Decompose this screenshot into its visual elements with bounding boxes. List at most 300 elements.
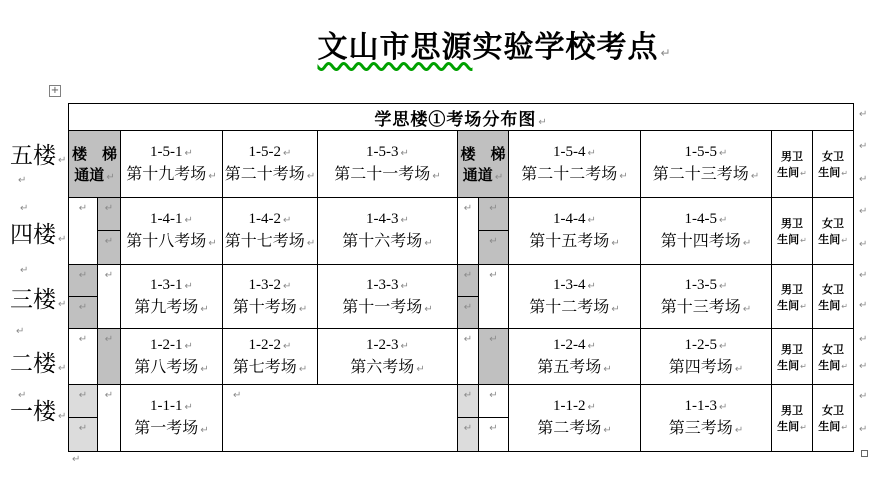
room-number-line xyxy=(249,337,292,354)
stair-cell[interactable] xyxy=(458,297,479,329)
room-name: 第十考场 xyxy=(232,298,297,316)
paragraph-mark: ↵ xyxy=(494,172,504,183)
room-name: 第四考场 xyxy=(668,358,733,376)
paragraph-mark: ↵ xyxy=(463,203,473,214)
paragraph-mark: ↵ xyxy=(800,236,807,245)
room-number: 1-2-4 xyxy=(553,336,586,353)
paragraph-mark: ↵ xyxy=(719,148,728,159)
room-number: 1-5-5 xyxy=(684,144,718,160)
paragraph-mark: ↵ xyxy=(400,215,409,226)
restroom-text: 生间 xyxy=(777,299,800,312)
stair-cell[interactable] xyxy=(479,385,509,418)
room-cell[interactable] xyxy=(223,265,318,329)
restroom-cell-male[interactable] xyxy=(772,329,813,385)
stair-cell[interactable] xyxy=(98,231,121,265)
restroom-line: 女卫 xyxy=(822,151,845,163)
paragraph-mark: ↵ xyxy=(463,390,473,401)
room-number: 1-5-3 xyxy=(366,144,399,160)
restroom-text: 生间 xyxy=(777,167,800,179)
restroom-cell-female[interactable] xyxy=(813,329,854,385)
paragraph-mark: ↵ xyxy=(306,238,316,249)
room-cell[interactable] xyxy=(223,198,318,265)
room-name: 第七考场 xyxy=(232,358,297,376)
restroom-text: 生间 xyxy=(818,299,841,312)
restroom-line xyxy=(777,297,807,313)
paragraph-mark: ↵ xyxy=(800,301,807,311)
paragraph-mark: ↵ xyxy=(432,171,441,182)
room-cell[interactable] xyxy=(318,329,458,385)
room-cell[interactable] xyxy=(121,198,223,265)
paragraph-mark: ↵ xyxy=(104,390,114,401)
restroom-content xyxy=(813,281,853,313)
room-name-line xyxy=(134,354,208,377)
room-number: 1-3-3 xyxy=(366,276,399,293)
restroom-line xyxy=(818,357,848,373)
paragraph-mark: ↵ xyxy=(587,148,596,159)
room-cell[interactable] xyxy=(509,385,641,452)
room-cell-content xyxy=(121,211,222,251)
floor-label-text: 二楼 xyxy=(10,351,56,376)
restroom-line: 女卫 xyxy=(822,283,845,296)
room-cell-content xyxy=(318,337,457,377)
paragraph-mark: ↵ xyxy=(72,454,81,465)
room-number-line xyxy=(150,337,193,354)
room-name-line xyxy=(669,354,743,377)
room-cell[interactable] xyxy=(223,131,318,198)
room-name: 第二考场 xyxy=(537,420,602,437)
paragraph-mark: ↵ xyxy=(306,171,316,182)
paragraph-mark: ↵ xyxy=(58,411,67,422)
stair-cell[interactable] xyxy=(458,418,479,452)
stair-cell[interactable] xyxy=(458,198,479,265)
paragraph-mark: ↵ xyxy=(20,265,29,276)
room-cell-content xyxy=(223,144,317,184)
paragraph-mark: ↵ xyxy=(489,423,498,434)
stair-cell[interactable] xyxy=(98,329,121,385)
paragraph-mark: ↵ xyxy=(734,425,744,436)
stair-passage-cell[interactable] xyxy=(458,131,509,198)
restroom-cell-female[interactable] xyxy=(813,131,854,198)
table-title[interactable] xyxy=(69,104,854,131)
stair-cell[interactable] xyxy=(69,198,98,265)
restroom-line xyxy=(777,231,807,247)
stair-cell[interactable] xyxy=(69,265,98,297)
restroom-cell-male[interactable] xyxy=(772,198,813,265)
stair-label-line1: 楼 梯 xyxy=(460,147,506,163)
room-name-line xyxy=(521,161,627,184)
paragraph-mark: ↵ xyxy=(78,423,88,434)
room-name-line xyxy=(225,161,315,184)
paragraph-mark: ↵ xyxy=(233,390,242,401)
paragraph-mark: ↵ xyxy=(619,171,628,182)
paragraph-mark: ↵ xyxy=(18,390,27,401)
room-number: 1-1-1 xyxy=(150,398,183,414)
document-title[interactable] xyxy=(110,22,879,66)
restroom-line xyxy=(777,164,807,180)
paragraph-mark: ↵ xyxy=(106,172,115,183)
room-name: 第二十三考场 xyxy=(652,166,749,183)
paragraph-mark: ↵ xyxy=(742,303,752,315)
stair-passage-content xyxy=(69,143,120,185)
paragraph-mark: ↵ xyxy=(104,203,114,214)
room-number: 1-5-1 xyxy=(150,144,183,160)
room-cell[interactable] xyxy=(121,385,223,452)
room-name: 第二十一考场 xyxy=(334,166,431,183)
paragraph-mark: ↵ xyxy=(587,402,596,413)
paragraph-mark: ↵ xyxy=(841,169,848,178)
room-cell-content xyxy=(223,277,317,317)
paragraph-mark: ↵ xyxy=(489,334,498,345)
room-number: 1-3-4 xyxy=(553,276,586,293)
stair-cell[interactable] xyxy=(479,418,509,452)
stair-cell[interactable] xyxy=(479,265,509,329)
stair-cell[interactable] xyxy=(69,418,98,452)
stair-cell[interactable] xyxy=(479,198,509,231)
restroom-text: 生间 xyxy=(818,167,841,179)
paragraph-mark: ↵ xyxy=(283,148,292,159)
paragraph-mark: ↵ xyxy=(298,363,308,375)
paragraph-mark: ↵ xyxy=(463,334,473,345)
room-name: 第十四考场 xyxy=(660,233,741,250)
end-of-row-mark: ↵ xyxy=(859,174,868,185)
end-of-row-mark: ↵ xyxy=(859,239,868,250)
room-number-line xyxy=(553,211,596,228)
paragraph-mark: ↵ xyxy=(742,238,752,249)
room-name-line xyxy=(134,294,208,317)
exam-room-table xyxy=(68,103,854,452)
stair-cell[interactable] xyxy=(479,231,509,265)
room-name: 第五考场 xyxy=(537,358,602,376)
empty-cell[interactable] xyxy=(223,385,458,452)
room-cell-content xyxy=(509,211,640,251)
room-cell[interactable] xyxy=(641,198,772,265)
restroom-content xyxy=(813,215,853,247)
room-cell[interactable] xyxy=(641,265,772,329)
stair-cell[interactable] xyxy=(458,385,479,418)
paragraph-mark: ↵ xyxy=(58,234,67,245)
paragraph-mark: ↵ xyxy=(841,361,848,371)
paragraph-mark: ↵ xyxy=(283,215,292,226)
end-of-row-mark: ↵ xyxy=(859,361,868,372)
room-number: 1-3-1 xyxy=(150,276,183,293)
room-cell-content xyxy=(641,337,771,377)
room-name-line xyxy=(225,228,315,251)
room-number-line xyxy=(553,144,596,161)
paragraph-mark: ↵ xyxy=(78,390,88,401)
room-number: 1-3-5 xyxy=(684,276,718,293)
paragraph-mark: ↵ xyxy=(184,340,193,352)
restroom-line xyxy=(818,418,848,434)
restroom-content xyxy=(772,281,812,313)
room-name: 第十三考场 xyxy=(660,298,741,316)
floor-label-5[interactable] xyxy=(10,143,66,169)
room-name: 第十七考场 xyxy=(224,233,305,250)
end-of-row-mark: ↵ xyxy=(859,300,868,311)
table-move-handle-icon[interactable]: + xyxy=(50,85,60,96)
room-cell[interactable] xyxy=(641,329,772,385)
room-number: 1-2-2 xyxy=(248,336,282,353)
stair-cell[interactable] xyxy=(69,385,98,418)
room-number: 1-4-4 xyxy=(553,211,586,227)
stair-cell[interactable] xyxy=(98,198,121,231)
room-cell-content xyxy=(641,211,771,251)
stair-cell[interactable] xyxy=(98,265,121,329)
stair-passage-cell[interactable] xyxy=(69,131,121,198)
room-number-line xyxy=(150,398,193,415)
restroom-text: 生间 xyxy=(777,234,800,246)
room-cell-content xyxy=(509,144,640,184)
paragraph-mark: ↵ xyxy=(489,203,498,214)
paragraph-mark: ↵ xyxy=(611,238,620,249)
room-cell-content xyxy=(509,337,640,377)
room-number: 1-4-5 xyxy=(684,211,718,227)
room-number-line xyxy=(366,144,409,161)
restroom-content xyxy=(772,215,812,247)
title-underlined-text: 文山市思源 xyxy=(317,31,473,64)
paragraph-mark: ↵ xyxy=(841,236,848,245)
room-cell-content xyxy=(121,398,222,438)
paragraph-mark: ↵ xyxy=(78,302,88,313)
room-name-line xyxy=(529,228,619,251)
stair-cell[interactable] xyxy=(458,265,479,297)
restroom-cell-female[interactable] xyxy=(813,385,854,452)
room-name: 第三考场 xyxy=(668,420,733,437)
stair-passage-content xyxy=(458,143,508,185)
restroom-line: 女卫 xyxy=(822,343,845,356)
restroom-cell-male[interactable] xyxy=(772,131,813,198)
room-name-line xyxy=(233,294,307,317)
room-number-line xyxy=(150,277,193,294)
room-name-line xyxy=(350,354,424,377)
room-name-line xyxy=(653,161,759,184)
end-of-row-mark: ↵ xyxy=(859,391,868,402)
room-cell[interactable] xyxy=(641,131,772,198)
restroom-line xyxy=(777,357,807,373)
restroom-line xyxy=(777,418,807,434)
end-of-row-mark: ↵ xyxy=(859,109,868,120)
floor-label-2[interactable] xyxy=(10,351,66,377)
room-cell[interactable] xyxy=(318,131,458,198)
paragraph-mark: ↵ xyxy=(719,340,728,352)
room-cell-content xyxy=(318,144,457,184)
paragraph-mark: ↵ xyxy=(587,340,596,352)
paragraph-mark: ↵ xyxy=(78,334,88,345)
paragraph-mark: ↵ xyxy=(58,363,67,374)
room-cell[interactable] xyxy=(223,329,318,385)
paragraph-mark: ↵ xyxy=(400,340,409,352)
restroom-text: 生间 xyxy=(777,359,800,372)
room-cell-content xyxy=(121,337,222,377)
room-cell[interactable] xyxy=(121,329,223,385)
restroom-cell-female[interactable] xyxy=(813,265,854,329)
restroom-text: 生间 xyxy=(818,421,841,433)
table-resize-handle-icon[interactable] xyxy=(861,450,868,457)
paragraph-mark: ↵ xyxy=(734,363,744,375)
paragraph-mark: ↵ xyxy=(104,236,114,247)
stair-cell[interactable] xyxy=(479,329,509,385)
stair-label-text: 通道 xyxy=(74,168,105,184)
room-number: 1-5-4 xyxy=(553,144,586,160)
end-of-row-mark: ↵ xyxy=(859,206,868,217)
paragraph-mark: ↵ xyxy=(416,363,425,375)
paragraph-mark: ↵ xyxy=(463,302,473,313)
stair-cell[interactable] xyxy=(98,385,121,452)
paragraph-mark: ↵ xyxy=(200,303,209,315)
restroom-cell-male[interactable] xyxy=(772,385,813,452)
restroom-text: 生间 xyxy=(818,359,841,372)
room-number-line xyxy=(249,211,292,228)
floor-label-text: 一楼 xyxy=(10,399,56,424)
paragraph-mark: ↵ xyxy=(200,425,209,436)
room-cell-content xyxy=(509,398,640,438)
room-number-line xyxy=(553,277,596,294)
paragraph-mark: ↵ xyxy=(424,303,433,315)
room-name: 第十一考场 xyxy=(342,298,423,316)
paragraph-mark: ↵ xyxy=(283,280,292,292)
restroom-line: 男卫 xyxy=(781,218,803,230)
paragraph-mark: ↵ xyxy=(16,326,25,337)
room-number-line xyxy=(685,144,728,161)
room-name-line xyxy=(537,415,611,438)
paragraph-mark: ↵ xyxy=(463,270,473,281)
paragraph-mark: ↵ xyxy=(283,340,292,352)
paragraph-mark: ↵ xyxy=(463,423,473,434)
room-name-line xyxy=(537,354,611,377)
paragraph-mark: ↵ xyxy=(800,361,807,371)
end-of-row-mark: ↵ xyxy=(859,334,868,345)
room-number-line xyxy=(685,277,728,294)
stair-label-text: 通道 xyxy=(462,168,493,184)
paragraph-mark: ↵ xyxy=(184,148,193,159)
room-name: 第十六考场 xyxy=(342,233,423,250)
floor-label-text: 四楼 xyxy=(10,222,56,247)
floor-label-3[interactable] xyxy=(10,287,66,313)
room-cell[interactable] xyxy=(509,131,641,198)
floor-label-1[interactable] xyxy=(10,399,66,425)
paragraph-mark: ↵ xyxy=(587,215,596,226)
restroom-cell-female[interactable] xyxy=(813,198,854,265)
room-number-line xyxy=(366,211,409,228)
stair-label-line1: 楼 梯 xyxy=(71,147,117,163)
restroom-content xyxy=(772,341,812,373)
room-number-line xyxy=(685,211,728,228)
paragraph-mark: ↵ xyxy=(208,238,217,249)
room-name: 第十二考场 xyxy=(529,298,610,316)
stair-cell[interactable] xyxy=(69,297,98,329)
paragraph-mark: ↵ xyxy=(184,280,193,292)
end-of-row-mark: ↵ xyxy=(859,270,868,281)
restroom-cell-male[interactable] xyxy=(772,265,813,329)
end-of-row-mark: ↵ xyxy=(859,424,868,435)
room-number: 1-2-3 xyxy=(366,336,399,353)
room-name: 第十五考场 xyxy=(529,233,610,250)
room-number-line xyxy=(553,337,596,354)
restroom-line: 男卫 xyxy=(781,343,803,356)
room-cell-content xyxy=(318,277,457,317)
room-name-line xyxy=(342,294,432,317)
floor-label-text: 五楼 xyxy=(10,143,56,168)
paragraph-mark: ↵ xyxy=(78,270,88,281)
room-number: 1-1-2 xyxy=(553,398,586,414)
paragraph-mark: ↵ xyxy=(719,215,728,226)
room-cell-content xyxy=(318,211,457,251)
room-name: 第一考场 xyxy=(134,420,199,437)
room-cell[interactable] xyxy=(509,198,641,265)
paragraph-mark: ↵ xyxy=(841,301,848,311)
room-name: 第二十二考场 xyxy=(521,166,618,183)
room-number-line xyxy=(150,211,193,228)
room-cell-content xyxy=(223,211,317,251)
room-number: 1-3-2 xyxy=(248,276,282,293)
room-name-line xyxy=(661,294,751,317)
restroom-line: 男卫 xyxy=(781,151,803,163)
restroom-line xyxy=(818,231,848,247)
floor-label-text: 三楼 xyxy=(10,287,56,312)
paragraph-mark: ↵ xyxy=(603,425,612,436)
restroom-line xyxy=(818,164,848,180)
stair-cell[interactable] xyxy=(69,329,98,385)
room-number: 1-2-5 xyxy=(684,336,718,353)
restroom-line: 男卫 xyxy=(781,405,803,417)
paragraph-mark: ↵ xyxy=(800,169,807,178)
room-cell[interactable] xyxy=(318,198,458,265)
room-number-line xyxy=(249,277,292,294)
paragraph-mark: ↵ xyxy=(104,334,114,345)
paragraph-mark: ↵ xyxy=(104,270,114,281)
room-name-line xyxy=(126,228,216,251)
room-cell[interactable] xyxy=(121,131,223,198)
paragraph-mark: ↵ xyxy=(18,175,27,186)
stair-cell[interactable] xyxy=(458,329,479,385)
paragraph-mark: ↵ xyxy=(587,280,596,292)
paragraph-mark: ↵ xyxy=(424,238,433,249)
room-cell[interactable] xyxy=(641,385,772,452)
room-name: 第十八考场 xyxy=(126,233,207,250)
restroom-content xyxy=(813,148,853,180)
room-number-line xyxy=(553,398,596,415)
paragraph-mark: ↵ xyxy=(298,303,308,315)
room-cell-content xyxy=(121,277,222,317)
room-name-line xyxy=(529,294,619,317)
paragraph-mark: ↵ xyxy=(719,280,728,292)
room-number-line xyxy=(366,277,409,294)
room-cell[interactable] xyxy=(121,265,223,329)
paragraph-mark: ↵ xyxy=(184,215,193,226)
room-number-line xyxy=(150,144,193,161)
room-cell-content xyxy=(121,144,222,184)
room-name-line xyxy=(669,415,743,438)
restroom-text: 生间 xyxy=(777,421,800,433)
restroom-content xyxy=(813,341,853,373)
room-cell[interactable] xyxy=(509,265,641,329)
room-cell-content xyxy=(509,277,640,317)
room-name-line xyxy=(126,161,216,184)
paragraph-mark: ↵ xyxy=(719,402,728,413)
paragraph-mark: ↵ xyxy=(20,203,29,214)
floor-label-4[interactable] xyxy=(10,222,66,248)
paragraph-mark: ↵ xyxy=(611,303,620,315)
paragraph-mark: ↵ xyxy=(841,423,848,432)
room-name: 第二十考场 xyxy=(224,166,305,183)
paragraph-mark: ↵ xyxy=(208,171,217,182)
room-cell[interactable] xyxy=(318,265,458,329)
restroom-line: 男卫 xyxy=(781,283,803,296)
paragraph-mark: ↵ xyxy=(400,280,409,292)
title-rest-text: 实验学校考点 xyxy=(472,31,659,64)
stair-label-line2 xyxy=(463,164,503,185)
room-cell[interactable] xyxy=(509,329,641,385)
restroom-content xyxy=(813,402,853,434)
